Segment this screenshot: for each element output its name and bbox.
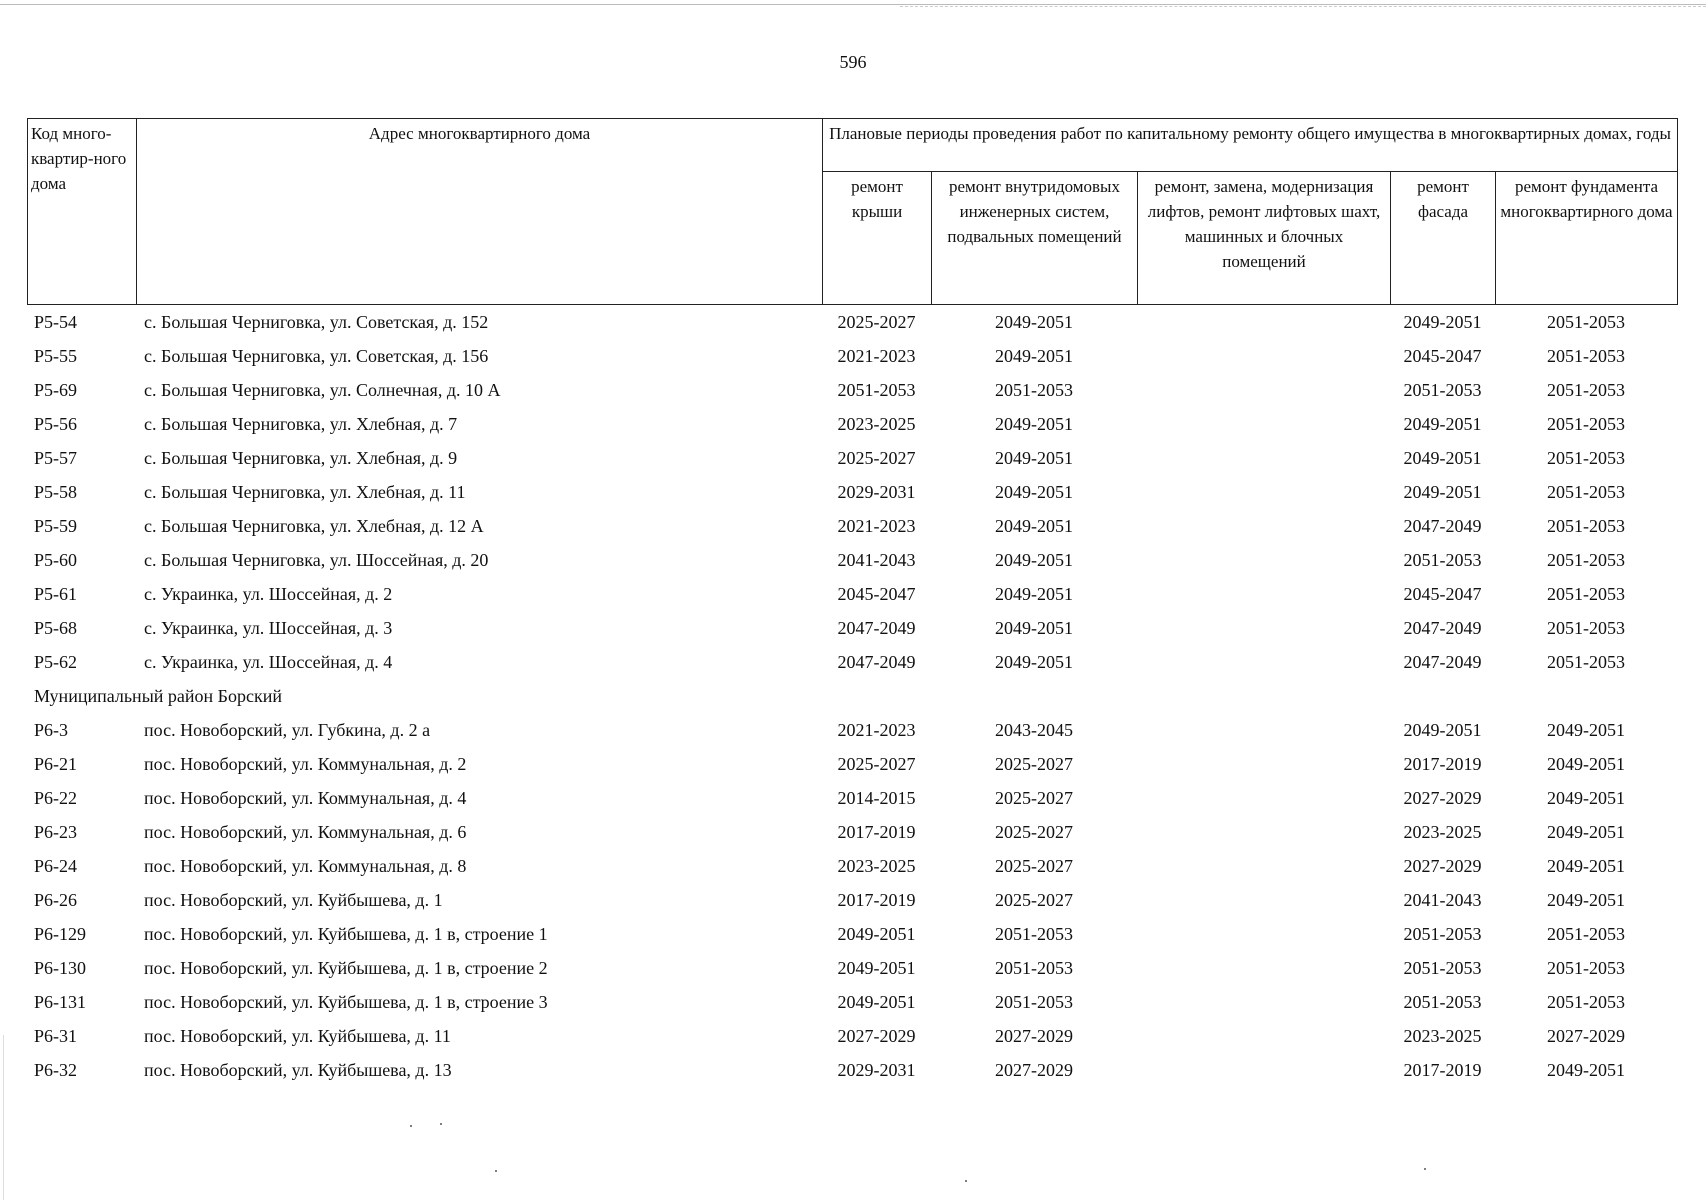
- facade-repair-period: 2051-2053: [1403, 957, 1482, 978]
- roof-repair-period: 2017-2019: [837, 821, 916, 842]
- foundation-repair-period: 2051-2053: [1547, 379, 1625, 400]
- roof-repair-period: 2049-2051: [837, 923, 916, 944]
- roof-repair-period: 2017-2019: [837, 889, 916, 910]
- facade-repair-period: 2051-2053: [1403, 991, 1482, 1012]
- table-row: [27, 577, 1677, 611]
- systems-repair-period: 2025-2027: [995, 855, 1073, 876]
- house-address: с. Большая Черниговка, ул. Хлебная, д. 7: [144, 413, 458, 434]
- table-row: [27, 1019, 1677, 1053]
- roof-repair-period: 2045-2047: [837, 583, 916, 604]
- house-code: Р6-24: [34, 855, 78, 876]
- table-row: [27, 509, 1677, 543]
- section-title: Муниципальный район Борский: [34, 685, 283, 706]
- facade-repair-period: 2049-2051: [1403, 447, 1482, 468]
- roof-repair-period: 2041-2043: [837, 549, 916, 570]
- scan-speck: [1424, 1168, 1426, 1170]
- table-row: [27, 543, 1677, 577]
- elevator-repair-period: [1137, 441, 1390, 475]
- roof-repair-period: 2027-2029: [837, 1025, 916, 1046]
- foundation-repair-period: 2051-2053: [1547, 923, 1625, 944]
- facade-repair-period: 2051-2053: [1403, 923, 1482, 944]
- systems-repair-period: 2025-2027: [995, 821, 1073, 842]
- roof-repair-period: 2029-2031: [837, 481, 916, 502]
- roof-repair-period: 2023-2025: [837, 413, 916, 434]
- house-address: с. Большая Черниговка, ул. Хлебная, д. 12 А: [144, 515, 484, 536]
- table-row: [27, 407, 1677, 441]
- house-address: пос. Новоборский, ул. Куйбышева, д. 1: [144, 889, 443, 910]
- house-code: Р5-62: [34, 651, 78, 672]
- foundation-repair-period: 2049-2051: [1547, 719, 1625, 740]
- elevator-repair-period: [1137, 713, 1390, 747]
- elevator-repair-period: [1137, 883, 1390, 917]
- elevator-repair-period: [1137, 543, 1390, 577]
- scan-speck: [495, 1170, 497, 1172]
- roof-repair-period: 2049-2051: [837, 991, 916, 1012]
- scan-margin-line: [3, 1035, 4, 1200]
- house-address: пос. Новоборский, ул. Коммунальная, д. 4: [144, 787, 467, 808]
- page-number: 596: [839, 52, 867, 72]
- facade-repair-period: 2027-2029: [1403, 855, 1482, 876]
- house-address: пос. Новоборский, ул. Коммунальная, д. 8: [144, 855, 467, 876]
- house-code: Р5-60: [34, 549, 78, 570]
- elevator-repair-period: [1137, 815, 1390, 849]
- house-code: Р5-55: [34, 345, 78, 366]
- house-code: Р6-22: [34, 787, 78, 808]
- scan-edge-line: [0, 4, 1706, 5]
- elevator-repair-period: [1137, 985, 1390, 1019]
- house-code: Р5-58: [34, 481, 78, 502]
- house-address: пос. Новоборский, ул. Куйбышева, д. 1 в, строение 1: [144, 923, 548, 944]
- foundation-repair-period: 2049-2051: [1547, 821, 1625, 842]
- facade-repair-period: 2023-2025: [1403, 821, 1482, 842]
- house-address: с. Украинка, ул. Шоссейная, д. 4: [144, 651, 393, 672]
- roof-repair-period: 2047-2049: [837, 617, 916, 638]
- table-row: [27, 645, 1677, 679]
- elevator-repair-period: [1137, 407, 1390, 441]
- facade-repair-period: 2049-2051: [1403, 719, 1482, 740]
- elevator-repair-period: [1137, 849, 1390, 883]
- house-code: Р6-21: [34, 753, 78, 774]
- roof-repair-period: 2025-2027: [837, 447, 916, 468]
- elevator-repair-period: [1137, 475, 1390, 509]
- header-foundation-repair: ремонт фундамента многоквартирного дома: [1496, 172, 1678, 305]
- facade-repair-period: 2045-2047: [1403, 345, 1482, 366]
- facade-repair-period: 2051-2053: [1403, 549, 1482, 570]
- table-header: [27, 118, 1678, 305]
- systems-repair-period: 2051-2053: [995, 957, 1073, 978]
- elevator-repair-period: [1137, 509, 1390, 543]
- house-address: пос. Новоборский, ул. Коммунальная, д. 2: [144, 753, 467, 774]
- systems-repair-period: 2049-2051: [995, 651, 1073, 672]
- table-row: [27, 849, 1677, 883]
- house-code: Р6-129: [34, 923, 87, 944]
- scan-speck: [965, 1180, 967, 1182]
- facade-repair-period: 2047-2049: [1403, 651, 1482, 672]
- facade-repair-period: 2017-2019: [1403, 1059, 1482, 1080]
- foundation-repair-period: 2051-2053: [1547, 549, 1625, 570]
- house-code: Р5-61: [34, 583, 78, 604]
- roof-repair-period: 2023-2025: [837, 855, 916, 876]
- foundation-repair-period: 2051-2053: [1547, 617, 1625, 638]
- house-address: с. Украинка, ул. Шоссейная, д. 2: [144, 583, 393, 604]
- systems-repair-period: 2025-2027: [995, 787, 1073, 808]
- table-row: [27, 611, 1677, 645]
- foundation-repair-period: 2049-2051: [1547, 1059, 1625, 1080]
- table-row: [27, 985, 1677, 1019]
- table-row: [27, 713, 1677, 747]
- roof-repair-period: 2014-2015: [837, 787, 916, 808]
- house-address: с. Большая Черниговка, ул. Хлебная, д. 11: [144, 481, 466, 502]
- header-engineering-systems: ремонт внутридомовых инженерных систем, подвальных помещений: [932, 172, 1138, 305]
- foundation-repair-period: 2051-2053: [1547, 447, 1625, 468]
- house-code: Р6-31: [34, 1025, 78, 1046]
- table-row: [27, 441, 1677, 475]
- section-row: [27, 679, 1677, 713]
- elevator-repair-period: [1137, 373, 1390, 407]
- roof-repair-period: 2021-2023: [837, 719, 916, 740]
- foundation-repair-period: 2049-2051: [1547, 787, 1625, 808]
- foundation-repair-period: 2049-2051: [1547, 753, 1625, 774]
- house-code: Р5-56: [34, 413, 78, 434]
- house-address: пос. Новоборский, ул. Куйбышева, д. 1 в, строение 3: [144, 991, 548, 1012]
- header-roof-repair: ремонт крыши: [823, 172, 932, 305]
- foundation-repair-period: 2051-2053: [1547, 957, 1625, 978]
- foundation-repair-period: 2051-2053: [1547, 651, 1625, 672]
- elevator-repair-period: [1137, 781, 1390, 815]
- house-code: Р6-23: [34, 821, 78, 842]
- facade-repair-period: 2027-2029: [1403, 787, 1482, 808]
- foundation-repair-period: 2051-2053: [1547, 345, 1625, 366]
- house-code: Р5-57: [34, 447, 78, 468]
- systems-repair-period: 2027-2029: [995, 1059, 1073, 1080]
- facade-repair-period: 2041-2043: [1403, 889, 1482, 910]
- header-address-column: Адрес многоквартирного дома: [137, 119, 823, 305]
- table-row: [27, 747, 1677, 781]
- scan-speck: [410, 1125, 412, 1127]
- foundation-repair-period: 2051-2053: [1547, 311, 1625, 332]
- roof-repair-period: 2049-2051: [837, 957, 916, 978]
- foundation-repair-period: 2049-2051: [1547, 855, 1625, 876]
- scan-speck: [440, 1123, 442, 1125]
- house-address: с. Большая Черниговка, ул. Хлебная, д. 9: [144, 447, 458, 468]
- systems-repair-period: 2049-2051: [995, 583, 1073, 604]
- elevator-repair-period: [1137, 747, 1390, 781]
- house-address: пос. Новоборский, ул. Куйбышева, д. 13: [144, 1059, 452, 1080]
- systems-repair-period: 2049-2051: [995, 413, 1073, 434]
- systems-repair-period: 2049-2051: [995, 515, 1073, 536]
- roof-repair-period: 2047-2049: [837, 651, 916, 672]
- foundation-repair-period: 2027-2029: [1547, 1025, 1625, 1046]
- elevator-repair-period: [1137, 577, 1390, 611]
- systems-repair-period: 2049-2051: [995, 617, 1073, 638]
- foundation-repair-period: 2051-2053: [1547, 991, 1625, 1012]
- house-address: пос. Новоборский, ул. Коммунальная, д. 6: [144, 821, 467, 842]
- systems-repair-period: 2049-2051: [995, 345, 1073, 366]
- systems-repair-period: 2025-2027: [995, 889, 1073, 910]
- systems-repair-period: 2043-2045: [995, 719, 1073, 740]
- header-elevators: ремонт, замена, модернизация лифтов, ремонт лифтовых шахт, машинных и блочных помещений: [1138, 172, 1391, 305]
- table-row: [27, 1053, 1677, 1087]
- table-row: [27, 917, 1677, 951]
- elevator-repair-period: [1137, 1053, 1390, 1087]
- facade-repair-period: 2047-2049: [1403, 515, 1482, 536]
- house-address: пос. Новоборский, ул. Куйбышева, д. 1 в, строение 2: [144, 957, 548, 978]
- facade-repair-period: 2051-2053: [1403, 379, 1482, 400]
- elevator-repair-period: [1137, 645, 1390, 679]
- systems-repair-period: 2051-2053: [995, 991, 1073, 1012]
- house-address: пос. Новоборский, ул. Губкина, д. 2 а: [144, 719, 431, 740]
- systems-repair-period: 2051-2053: [995, 923, 1073, 944]
- facade-repair-period: 2049-2051: [1403, 311, 1482, 332]
- roof-repair-period: 2021-2023: [837, 345, 916, 366]
- house-code: Р6-26: [34, 889, 78, 910]
- house-code: Р6-3: [34, 719, 69, 740]
- facade-repair-period: 2047-2049: [1403, 617, 1482, 638]
- table-row: [27, 373, 1677, 407]
- house-address: с. Большая Черниговка, ул. Шоссейная, д. 20: [144, 549, 489, 570]
- systems-repair-period: 2049-2051: [995, 549, 1073, 570]
- table-row: [27, 339, 1677, 373]
- house-code: Р6-131: [34, 991, 87, 1012]
- house-address: с. Большая Черниговка, ул. Солнечная, д. 10 А: [144, 379, 501, 400]
- house-address: с. Украинка, ул. Шоссейная, д. 3: [144, 617, 393, 638]
- elevator-repair-period: [1137, 951, 1390, 985]
- house-code: Р5-68: [34, 617, 78, 638]
- elevator-repair-period: [1137, 1019, 1390, 1053]
- systems-repair-period: 2027-2029: [995, 1025, 1073, 1046]
- house-address: с. Большая Черниговка, ул. Советская, д. 152: [144, 311, 489, 332]
- header-code-column: Код много-квартир-ного дома: [28, 119, 137, 305]
- table-row: [27, 951, 1677, 985]
- header-facade-repair: ремонт фасада: [1391, 172, 1496, 305]
- foundation-repair-period: 2051-2053: [1547, 413, 1625, 434]
- facade-repair-period: 2023-2025: [1403, 1025, 1482, 1046]
- elevator-repair-period: [1137, 611, 1390, 645]
- house-code: Р5-59: [34, 515, 78, 536]
- house-code: Р6-32: [34, 1059, 78, 1080]
- header-periods-column: Плановые периоды проведения работ по капитальному ремонту общего имущества в многоквартирных домах, годы: [823, 119, 1678, 172]
- foundation-repair-period: 2049-2051: [1547, 889, 1625, 910]
- table-row: [27, 815, 1677, 849]
- systems-repair-period: 2049-2051: [995, 481, 1073, 502]
- table-row: [27, 883, 1677, 917]
- table-body: [27, 305, 1677, 1087]
- systems-repair-period: 2049-2051: [995, 311, 1073, 332]
- table-row: [27, 475, 1677, 509]
- facade-repair-period: 2049-2051: [1403, 481, 1482, 502]
- systems-repair-period: 2025-2027: [995, 753, 1073, 774]
- house-code: Р5-69: [34, 379, 78, 400]
- elevator-repair-period: [1137, 339, 1390, 373]
- table-row: [27, 781, 1677, 815]
- roof-repair-period: 2021-2023: [837, 515, 916, 536]
- capital-repair-schedule: [27, 118, 1677, 1087]
- systems-repair-period: 2049-2051: [995, 447, 1073, 468]
- elevator-repair-period: [1137, 305, 1390, 339]
- facade-repair-period: 2049-2051: [1403, 413, 1482, 434]
- house-address: пос. Новоборский, ул. Куйбышева, д. 11: [144, 1025, 451, 1046]
- table-row: [27, 305, 1677, 339]
- foundation-repair-period: 2051-2053: [1547, 481, 1625, 502]
- house-address: с. Большая Черниговка, ул. Советская, д. 156: [144, 345, 489, 366]
- roof-repair-period: 2025-2027: [837, 311, 916, 332]
- roof-repair-period: 2025-2027: [837, 753, 916, 774]
- house-code: Р5-54: [34, 311, 78, 332]
- systems-repair-period: 2051-2053: [995, 379, 1073, 400]
- foundation-repair-period: 2051-2053: [1547, 515, 1625, 536]
- elevator-repair-period: [1137, 917, 1390, 951]
- roof-repair-period: 2029-2031: [837, 1059, 916, 1080]
- house-code: Р6-130: [34, 957, 87, 978]
- foundation-repair-period: 2051-2053: [1547, 583, 1625, 604]
- scan-edge-line: [900, 6, 1706, 7]
- facade-repair-period: 2045-2047: [1403, 583, 1482, 604]
- roof-repair-period: 2051-2053: [837, 379, 916, 400]
- facade-repair-period: 2017-2019: [1403, 753, 1482, 774]
